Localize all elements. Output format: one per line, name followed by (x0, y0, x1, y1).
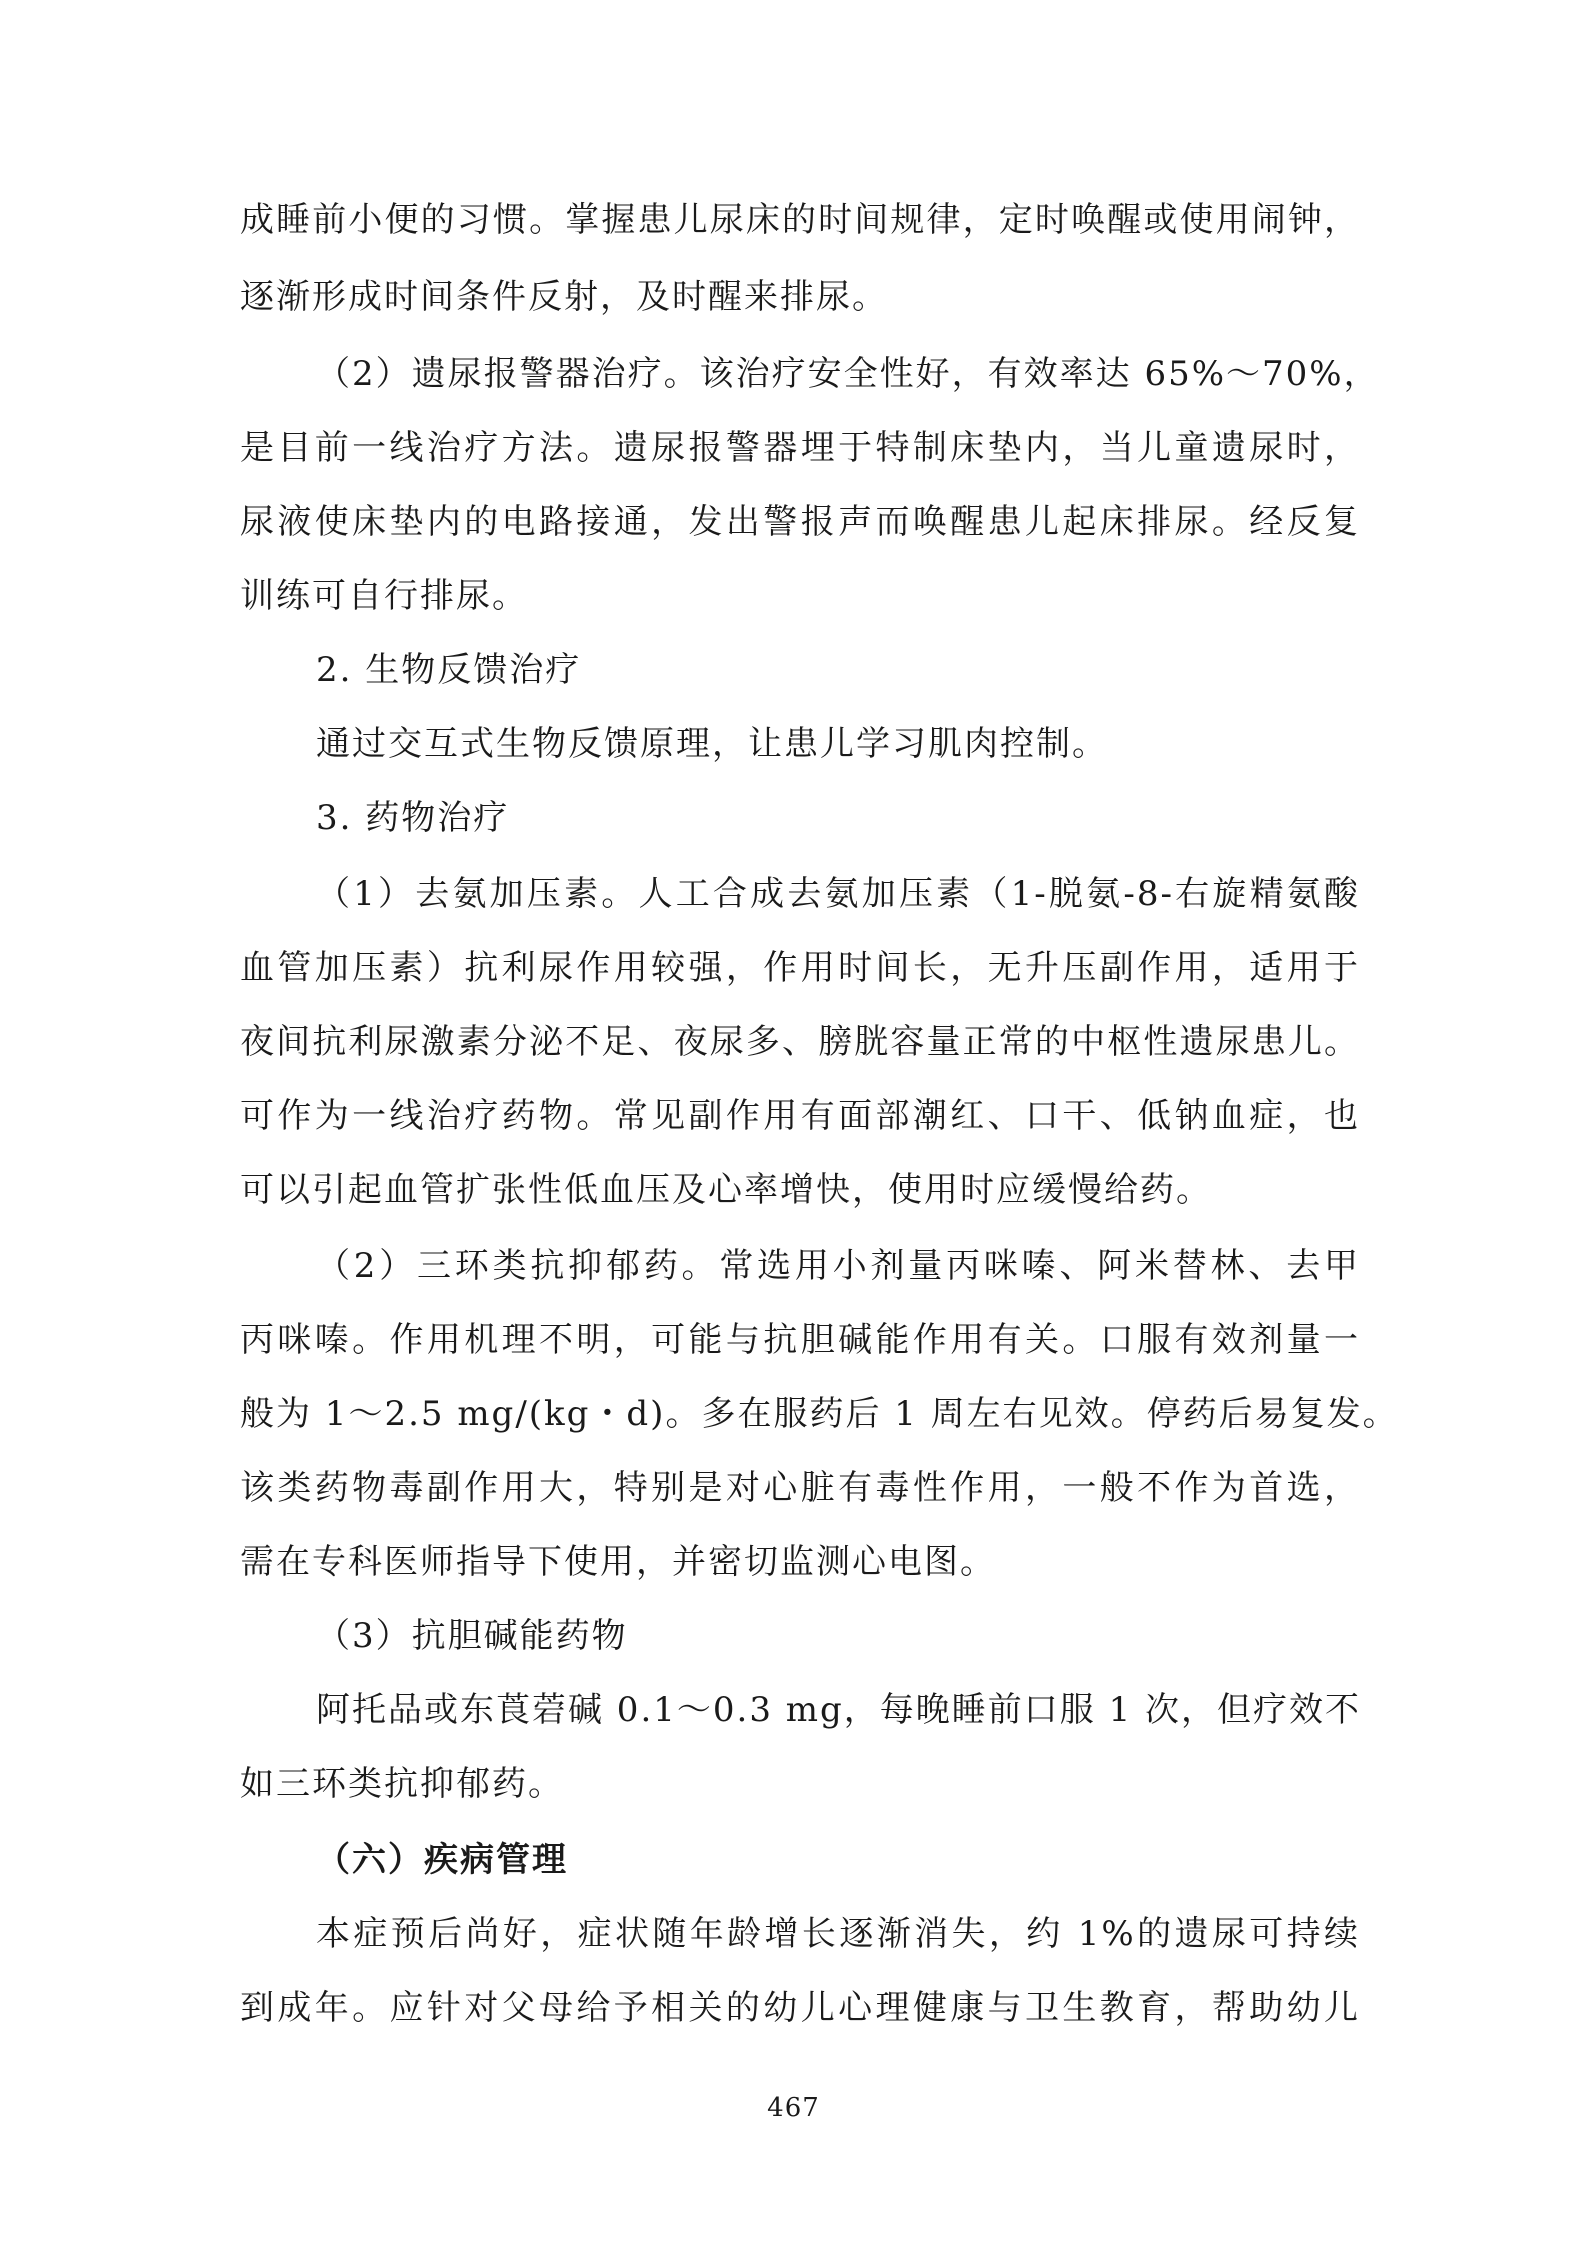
body-text-line: 可以引起血管扩张性低血压及心率增快，使用时应缓慢给药。 (240, 1170, 1212, 1210)
body-text-line: 如三环类抗抑郁药。 (240, 1764, 564, 1804)
body-text-line: 血管加压素）抗利尿作用较强，作用时间长，无升压副作用，适用于 (240, 948, 1360, 988)
section-heading: （3）抗胆碱能药物 (316, 1616, 628, 1656)
body-text-line: 通过交互式生物反馈原理，让患儿学习肌肉控制。 (316, 724, 1108, 764)
section-heading: 2. 生物反馈治疗 (316, 650, 582, 690)
section-heading: 3. 药物治疗 (316, 798, 510, 838)
body-text-line: 该类药物毒副作用大，特别是对心脏有毒性作用，一般不作为首选， (240, 1468, 1360, 1508)
body-text-line: （2）遗尿报警器治疗。该治疗安全性好，有效率达 65%～70%， (316, 354, 1380, 394)
body-text-line: 夜间抗利尿激素分泌不足、夜尿多、膀胱容量正常的中枢性遗尿患儿。 (240, 1022, 1360, 1062)
page-number: 467 (767, 2093, 820, 2123)
body-text-line: 阿托品或东莨菪碱 0.1～0.3 mg，每晚睡前口服 1 次，但疗效不 (316, 1690, 1362, 1730)
body-text-line: 到成年。应针对父母给予相关的幼儿心理健康与卫生教育，帮助幼儿 (240, 1988, 1360, 2028)
body-text-line: 需在专科医师指导下使用，并密切监测心电图。 (240, 1542, 996, 1582)
body-text-line: 成睡前小便的习惯。掌握患儿尿床的时间规律，定时唤醒或使用闹钟， (240, 200, 1360, 240)
body-text-line: 可作为一线治疗药物。常见副作用有面部潮红、口干、低钠血症，也 (240, 1096, 1360, 1136)
body-text-line: 逐渐形成时间条件反射，及时醒来排尿。 (240, 277, 888, 317)
body-text-line: （1）去氨加压素。人工合成去氨加压素（1-脱氨-8-右旋精氨酸 (316, 874, 1360, 914)
body-text-line: 训练可自行排尿。 (240, 576, 528, 616)
body-text-line: 是目前一线治疗方法。遗尿报警器埋于特制床垫内，当儿童遗尿时， (240, 428, 1360, 468)
body-text-line: 尿液使床垫内的电路接通，发出警报声而唤醒患儿起床排尿。经反复 (240, 502, 1360, 542)
body-text-line: 丙咪嗪。作用机理不明，可能与抗胆碱能作用有关。口服有效剂量一 (240, 1320, 1360, 1360)
body-text-line: （2）三环类抗抑郁药。常选用小剂量丙咪嗪、阿米替林、去甲 (316, 1246, 1360, 1286)
body-text-line: 本症预后尚好，症状随年龄增长逐渐消失，约 1%的遗尿可持续 (316, 1914, 1360, 1954)
body-text-line: 般为 1～2.5 mg/(kg・d)。多在服药后 1 周左右见效。停药后易复发。 (240, 1394, 1399, 1434)
section-heading: （六）疾病管理 (316, 1840, 568, 1880)
